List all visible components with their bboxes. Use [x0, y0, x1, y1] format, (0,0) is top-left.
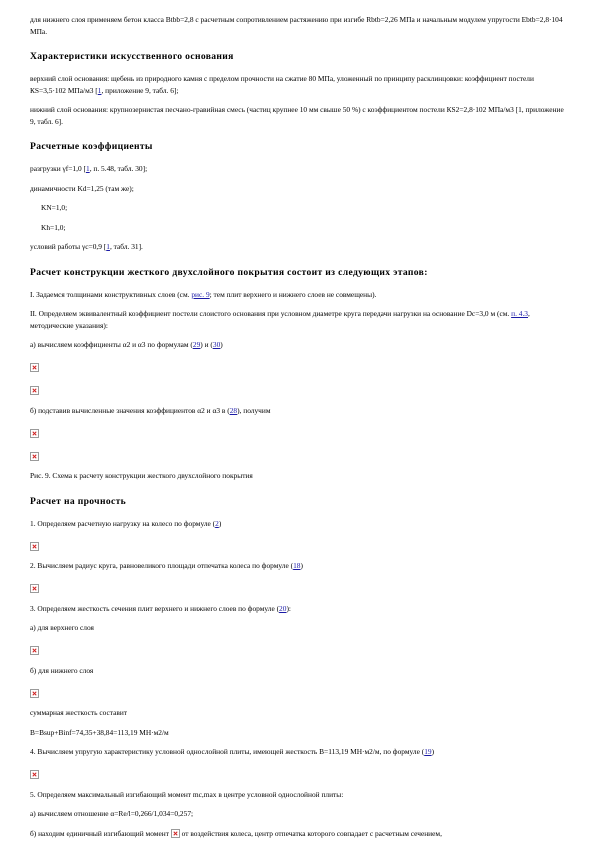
stiffness-formula: B=Bsup+Binf=74,35+38,84=113,19 МН·м2/м — [30, 727, 169, 737]
heading-soil-properties: Характеристики искусственного основания — [30, 51, 234, 62]
section-link[interactable]: п. 4.3 — [511, 309, 528, 318]
formula-image — [30, 359, 570, 369]
strength-step1-paragraph: 1. Определяем расчетную нагрузку на колесо по формуле (2) — [30, 518, 222, 528]
broken-image-icon — [171, 829, 180, 838]
upper-base-paragraph: верхний слой основания: щебень из природного камня с пределом прочности на сжатие 80 МПа, уложенный по принципу расклинцовки: коэффициент постели КS=3,5·102 МПа/м3 [1, приложение 9, табл. 6]; — [30, 74, 534, 95]
formula-link[interactable]: 20 — [279, 603, 287, 613]
intro-paragraph: для нижнего слоя применяем бетон класса Btbb=2,8 с расчетным сопротивлением растяжению при изгибе Rbtb=2,26 МПа и начальным модулем упругости Ebtb=2,8·104 МПа. — [30, 15, 563, 36]
broken-image-icon — [30, 363, 39, 372]
broken-image-icon — [30, 386, 39, 395]
document-page — [30, 14, 570, 847]
ratio-paragraph: а) вычисляем отношение α=Re/l=0,266/1,034=0,257; — [30, 809, 194, 818]
broken-image-icon — [30, 770, 39, 779]
reference-link[interactable]: 1 — [85, 164, 90, 173]
heading-design-stages: Расчет конструкции жесткого двухслойного покрытия состоит из следующих этапов: — [30, 266, 428, 278]
formula-image — [30, 382, 570, 392]
broken-image-icon — [30, 452, 39, 461]
formula-image — [30, 424, 570, 434]
upper-layer-paragraph: а) для верхнего слоя — [30, 623, 94, 632]
strength-step4-paragraph: 4. Вычисляем упругую характеристику условной однослойной плиты, имеющей жесткость B=113,19 МН·м2/м, по формуле (19) — [30, 747, 435, 756]
broken-image-icon — [30, 542, 39, 551]
heading-coefficients: Расчетные коэффициенты — [30, 141, 153, 152]
load-coef-paragraph: разгрузки γf=1,0 [1, п. 5.48, табл. 30]; — [30, 164, 148, 173]
step1-paragraph: I. Задаемся толщинами конструктивных слоев (см. рис. 9; тем плит верхнего и нижнего слоев не совмещены). — [30, 289, 377, 299]
dynamic-coef-paragraph: динамичности Kd=1,25 (там же); — [30, 183, 134, 193]
unit-moment-paragraph: б) находим единичный изгибающий момент от воздействия колеса, центр отпечатка которого совпадает с расчетным сечением, — [30, 828, 442, 838]
kn-paragraph: KN=1,0; — [41, 203, 68, 212]
step2a-paragraph: а) вычисляем коэффициенты α2 и α3 по формулам (29) и (30) — [30, 340, 223, 349]
broken-image-icon — [30, 646, 39, 655]
strength-step2-paragraph: 2. Вычисляем радиус круга, равновеликого площади отпечатка колеса по формуле (18) — [30, 561, 303, 570]
figure-link[interactable]: рис. 9 — [191, 289, 210, 299]
step2-paragraph: II. Определяем эквивалентный коэффициент постели слоистого основания при условном диаметре круга передачи нагрузки на основание Dc=3,0 м (см. п. 4.3, методические указания): — [30, 309, 530, 330]
formula-image — [30, 580, 570, 590]
broken-image-icon — [30, 689, 39, 698]
step2b-paragraph: б) подставив вычисленные значения коэффициентов α2 и α3 в (28), получим — [30, 405, 271, 415]
formula-image — [30, 684, 570, 694]
figure-caption: Рис. 9. Схема к расчету конструкции жесткого двухслойного покрытия — [30, 471, 253, 480]
formula-link[interactable]: 29 — [192, 340, 201, 349]
formula-link[interactable]: 30 — [212, 340, 221, 349]
reference-link[interactable]: 1 — [97, 85, 102, 95]
reference-link[interactable]: 1 — [106, 242, 110, 251]
formula-link[interactable]: 2 — [215, 518, 219, 528]
formula-link[interactable]: 28 — [229, 405, 238, 415]
formula-link[interactable]: 19 — [424, 747, 432, 756]
formula-image — [30, 766, 570, 776]
formula-image — [30, 642, 570, 652]
formula-link[interactable]: 18 — [293, 561, 301, 570]
broken-image-icon — [30, 429, 39, 438]
total-stiffness-paragraph: суммарная жесткость составит — [30, 708, 128, 717]
strength-step3-paragraph: 3. Определяем жесткость сечения плит верхнего и нижнего слоев по формуле (20): — [30, 603, 291, 613]
lower-layer-paragraph: б) для нижнего слоя — [30, 665, 94, 675]
figure-image — [30, 447, 570, 457]
kh-paragraph: Kh=1,0; — [41, 222, 66, 232]
strength-step5-paragraph: 5. Определяем максимальный изгибающий момент mc,max в центре условной однослойной плиты: — [30, 789, 344, 799]
lower-base-paragraph: нижний слой основания: крупнозернистая песчано-гравийная смесь (частиц крупнее 10 мм свыше 50 %) с коэффициентом постели КS2=2,8·102 МПа/м3 [1, приложение 9, табл. 6]. — [30, 105, 564, 126]
heading-strength: Расчет на прочность — [30, 495, 127, 507]
work-conditions-paragraph: условий работы γc=0,9 [1, табл. 31]. — [30, 242, 143, 251]
broken-image-icon — [30, 584, 39, 593]
formula-image — [30, 537, 570, 547]
